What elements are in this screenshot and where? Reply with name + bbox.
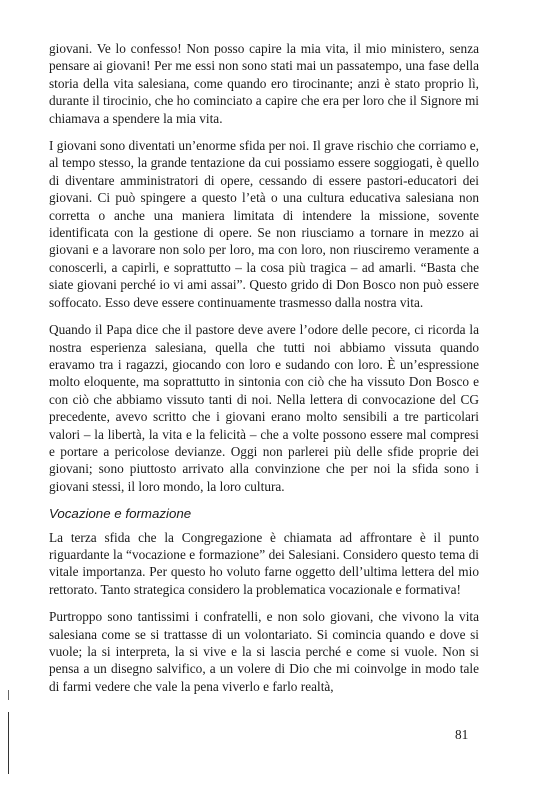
scan-edge-line <box>8 712 9 774</box>
scan-edge-mark <box>8 690 9 700</box>
section-heading: Vocazione e formazione <box>49 506 192 522</box>
paragraph-1: giovani. Ve lo confesso! Non posso capire la mia vita, il mio ministero, senza pensare ai giovani! Per me essi non sono stati mai un passatempo, una fase della storia della vita salesiana, come quando ero tirocinante; anzi è stato proprio lì, durante il tirocinio, che ho cominciato a capire che era per loro che il Signore mi chiamava a spendere la mia vita. <box>49 41 479 126</box>
paragraph-5: Purtroppo sono tantissimi i confratelli, e non solo giovani, che vivono la vita salesiana come se si trattasse di un volontariato. Si comincia quando e dove si vuole; la si interpreta, la si vive e la si lascia perché e come si vuole. Non si pensa a un disegno salvifico, a un volere di Dio che mi coinvolge in modo tale di farmi vedere che vale la pena viverlo e farlo realtà, <box>49 609 479 694</box>
paragraph-2: I giovani sono diventati un’enorme sfida per noi. Il grave rischio che corriamo e, al tempo stesso, la grande tentazione da cui possiamo essere soggiogati, è quello di diventare amministratori di opere, cessando di essere pastori-educatori dei giovani. Ci può spingere a questo l’età o una cultura educativa salesiana non corretta o anche una maniera limitata di intendere la missione, sovente identificata con la gestione di opere. Se non riusciamo a tornare in mezzo ai giovani e a lavorare non solo per loro, ma con loro, non riusciremo veramente a conoscerli, a capirli, e soprattutto – la cosa più tragica – ad amarli. “Basta che siate giovani perché io vi ami assai”. Questo grido di Don Bosco non può essere soffocato. Esso deve essere continuamente trasmesso dalla nostra vita. <box>49 138 479 310</box>
paragraph-3: Quando il Papa dice che il pastore deve avere l’odore delle pecore, ci ricorda la nostra esperienza salesiana, quella che tutti noi abbiamo vissuta quando eravamo tra i ragazzi, giocando con loro e sudando con loro. È un’espressione molto eloquente, ma soprattutto in sintonia con ciò che ha vissuto Don Bosco e con ciò che abbiamo vissuto tanti di noi. Nella lettera di convocazione del CG precedente, avevo scritto che i giovani erano molto sensibili a tre particolari valori – la libertà, la vita e la felicità – che a volte possono essere mal compresi e portare a pericolose devianze. Oggi non parlerei più delle sfide proprie dei giovani; sono piuttosto arrivato alla convinzione che per noi la sfida sono i giovani stessi, il loro mondo, la loro cultura. <box>49 322 479 494</box>
paragraph-4: La terza sfida che la Congregazione è chiamata ad affrontare è il punto riguardante la “vocazione e formazione” dei Salesiani. Considero questo tema di vitale importanza. Per questo ho voluto farne oggetto dell’ultima lettera del mio rettorato. Tanto strategica considero la problematica vocazionale e formativa! <box>49 529 479 597</box>
page-number: 81 <box>455 727 469 742</box>
page-body <box>49 40 479 705</box>
